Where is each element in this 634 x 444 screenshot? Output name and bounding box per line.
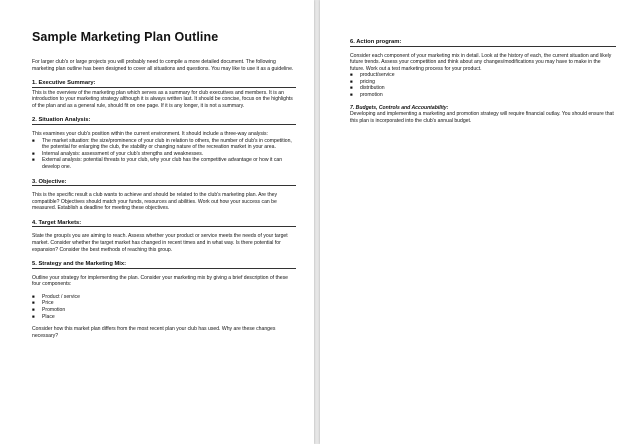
list-item: ■ promotion xyxy=(350,92,383,99)
situation-analysis-list xyxy=(32,138,296,171)
section-heading-executive-summary: 1. Executive Summary: xyxy=(32,80,296,88)
target-markets-text: State the group/s you are aiming to reach. Assess whether your product or service meets the needs of your target market. Consider whether the target market has changed in recent times and in what way. Is there potential for expansion? Consider the best methods of reaching this group. xyxy=(32,233,288,253)
bullet-icon: ■ xyxy=(350,92,353,98)
strategy-text: Outline your strategy for implementing the plan. Consider your marketing mix by giving a brief description of these four components: xyxy=(32,274,288,288)
bullet-icon: ■ xyxy=(32,150,35,156)
list-item: ■ Internal analysis: assessment of your club's strengths and weaknesses. xyxy=(32,150,204,157)
section-heading-situation-analysis: 2. Situation Analysis: xyxy=(32,117,296,125)
list-item: ■ External analysis: potential threats to your club, why your club has the competitive advantage or how it can develop one. xyxy=(32,157,283,170)
section-heading-strategy: 5. Strategy and the Marketing Mix: xyxy=(32,261,296,269)
bullet-icon: ■ xyxy=(350,72,353,78)
list-item: ■ product/service xyxy=(350,72,395,79)
budgets-text: Developing and implementing a marketing and promotion strategy will require financial outlay. You should ensure that this plan is incorporated into the club's annual budget. xyxy=(350,111,614,124)
bullet-icon: ■ xyxy=(32,157,35,163)
list-item: ■ Place xyxy=(32,313,55,320)
bullet-icon: ■ xyxy=(32,293,35,299)
executive-summary-text: This is the overview of the marketing plan which serves as a summary for club executives and members. It is an introduction to your marketing strategy although it is always written last. It should be concise, focus on the highlights of the plan and as a general rule, should fit on one page. If it is any longer, it is not a summary. xyxy=(32,89,293,109)
bullet-icon: ■ xyxy=(32,313,35,319)
section-heading-objective: 3. Objective: xyxy=(32,179,296,187)
list-item: ■ The market situation: the size/prominence of your club in relation to others, the number of club's in competition, the potential for enlarging the club, the stability or changing nature of the recreation market in your area. xyxy=(32,137,292,151)
document-page-1 xyxy=(0,0,314,444)
intro-paragraph: For larger club's or large projects you will probably need to compile a more detailed document. The following marketing plan outline has been designed to cover all situations and questions. You may like to use it as a guideline. xyxy=(32,59,294,72)
bullet-icon: ■ xyxy=(350,85,353,91)
strategy-closing-text: Consider how this market plan differs from the most recent plan your club has used. Why are these changes necessary? xyxy=(32,326,276,339)
situation-analysis-text: This examines your club's position within the current environment. It should include a three-way analysis: xyxy=(32,130,268,137)
list-item: ■ distribution xyxy=(350,85,385,92)
section-heading-action-program: 6. Action program: xyxy=(350,39,616,47)
objective-text: This is the specific result a club wants to achieve and should be related to the club's marketing plan. Are they compatible? Objectives should match your funds, resources and abilities. Work out how your success can be measured. Establish a deadline for meeting these objectives. xyxy=(32,192,278,212)
document-page-2 xyxy=(320,0,634,444)
bullet-icon: ■ xyxy=(350,78,353,84)
action-program-list xyxy=(350,72,616,98)
page-title: Sample Marketing Plan Outline xyxy=(32,30,219,44)
section-heading-target-markets: 4. Target Markets: xyxy=(32,220,296,228)
bullet-icon: ■ xyxy=(32,306,35,312)
strategy-list xyxy=(32,294,296,320)
list-item: ■ Price xyxy=(32,300,54,307)
list-item: ■ pricing xyxy=(350,78,376,85)
action-program-text: Consider each component of your marketing mix in detail. Look at the history of each, the current situation and likely future trends. Assess your competition and think about any changes/modifications you may have to make in the future. Work out a test marketing process for your product. xyxy=(350,52,612,72)
section-heading-budgets: 7. Budgets, Controls and Accountability: xyxy=(350,104,449,111)
list-item: ■ Product / service xyxy=(32,293,80,300)
bullet-icon: ■ xyxy=(32,300,35,306)
list-item: ■ Promotion xyxy=(32,306,66,313)
bullet-icon: ■ xyxy=(32,137,35,143)
